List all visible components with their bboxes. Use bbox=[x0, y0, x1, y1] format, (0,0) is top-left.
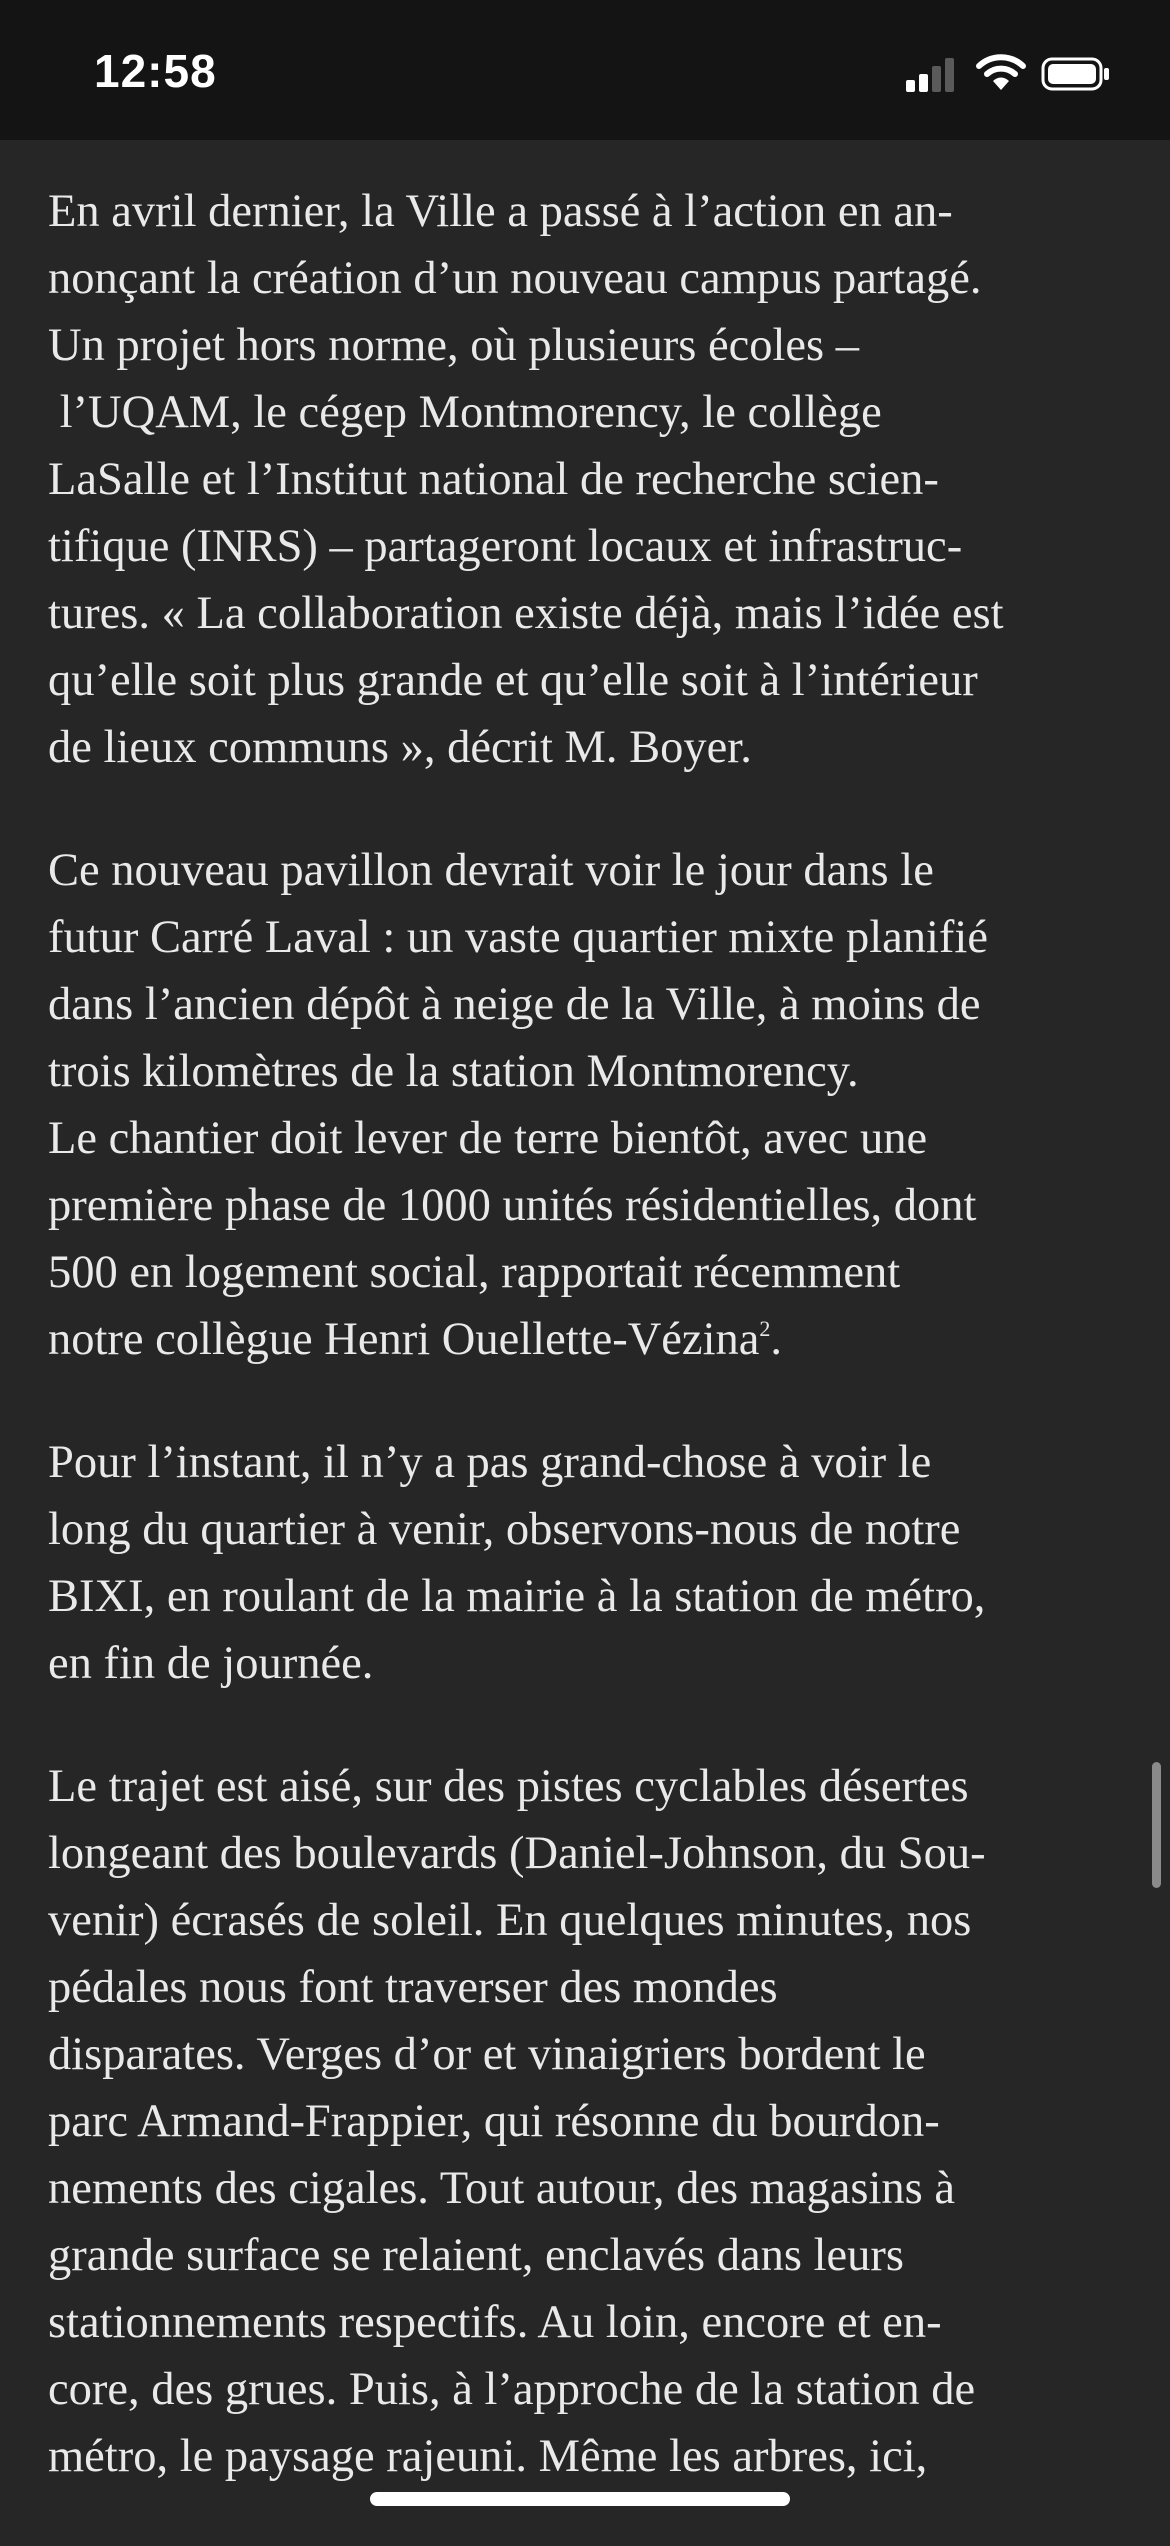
text-line: nements des cigales. Tout autour, des magasins à bbox=[48, 2163, 956, 2214]
text-line: longeant des boulevards (Daniel-Johnson, du Sou- bbox=[48, 1828, 986, 1879]
text-line: dans l’ancien dépôt à neige de la Ville, à moins de bbox=[48, 979, 981, 1030]
text-line: nonçant la création d’un nouveau campus partagé. bbox=[48, 253, 982, 304]
text-line bbox=[48, 1306, 1128, 1373]
scrollbar[interactable] bbox=[1152, 1762, 1161, 1888]
text-line: trois kilomètres de la station Montmorency. bbox=[48, 1046, 859, 1097]
article-paragraph bbox=[48, 837, 1128, 1373]
text-line: Le trajet est aisé, sur des pistes cyclables désertes bbox=[48, 1761, 969, 1812]
text-line: LaSalle et l’Institut national de recherche scien- bbox=[48, 454, 939, 505]
footnote-marker[interactable]: 2 bbox=[759, 1316, 771, 1341]
text-line: futur Carré Laval : un vaste quartier mixte planifié bbox=[48, 912, 988, 963]
text-line: grande surface se relaient, enclavés dans leurs bbox=[48, 2230, 904, 2281]
text-line: en fin de journée. bbox=[48, 1638, 374, 1689]
signal-icon bbox=[906, 56, 956, 92]
text-line: parc Armand-Frappier, qui résonne du bourdon- bbox=[48, 2096, 940, 2147]
article-paragraph bbox=[48, 178, 1128, 781]
article-paragraph bbox=[48, 1429, 1128, 1697]
article-paragraph bbox=[48, 1753, 1128, 2490]
text-line: BIXI, en roulant de la mairie à la station de métro, bbox=[48, 1571, 986, 1622]
text-line-end: . bbox=[770, 1314, 782, 1365]
text-line: En avril dernier, la Ville a passé à l’action en an- bbox=[48, 186, 953, 237]
text-line: Pour l’instant, il n’y a pas grand-chose à voir le bbox=[48, 1437, 932, 1488]
status-bar bbox=[0, 0, 1170, 140]
home-indicator[interactable] bbox=[370, 2492, 790, 2506]
status-time: 12:58 bbox=[94, 45, 217, 97]
text-line: qu’elle soit plus grande et qu’elle soit à l’intérieur bbox=[48, 655, 978, 706]
text-line: Le chantier doit lever de terre bientôt, avec une bbox=[48, 1113, 928, 1164]
battery-icon bbox=[1041, 56, 1111, 92]
text-line: stationnements respectifs. Au loin, encore et en- bbox=[48, 2297, 942, 2348]
text-line: métro, le paysage rajeuni. Même les arbres, ici, bbox=[48, 2431, 928, 2482]
article-body bbox=[48, 178, 1128, 2546]
text-line: 500 en logement social, rapportait récemment bbox=[48, 1247, 901, 1298]
text-line: Ce nouveau pavillon devrait voir le jour dans le bbox=[48, 845, 934, 896]
text-line: tifique (INRS) – partageront locaux et infrastruc- bbox=[48, 521, 963, 572]
text-line: tures. « La collaboration existe déjà, mais l’idée est bbox=[48, 588, 1004, 639]
text-line: long du quartier à venir, observons-nous de notre bbox=[48, 1504, 961, 1555]
text-line: Un projet hors norme, où plusieurs écoles – bbox=[48, 320, 860, 371]
text-line: core, des grues. Puis, à l’approche de la station de bbox=[48, 2364, 976, 2415]
text-line: l’UQAM, le cégep Montmorency, le collège bbox=[48, 387, 882, 438]
text-line: première phase de 1000 unités résidentielles, dont bbox=[48, 1180, 977, 1231]
text-line: de lieux communs », décrit M. Boyer. bbox=[48, 722, 752, 773]
text-line: disparates. Verges d’or et vinaigriers bordent le bbox=[48, 2029, 926, 2080]
text-line: pédales nous font traverser des mondes bbox=[48, 1962, 778, 2013]
text-line-content: notre collègue Henri Ouellette-Vézina bbox=[48, 1314, 760, 1365]
text-line: venir) écrasés de soleil. En quelques minutes, nos bbox=[48, 1895, 972, 1946]
wifi-icon bbox=[976, 52, 1026, 92]
